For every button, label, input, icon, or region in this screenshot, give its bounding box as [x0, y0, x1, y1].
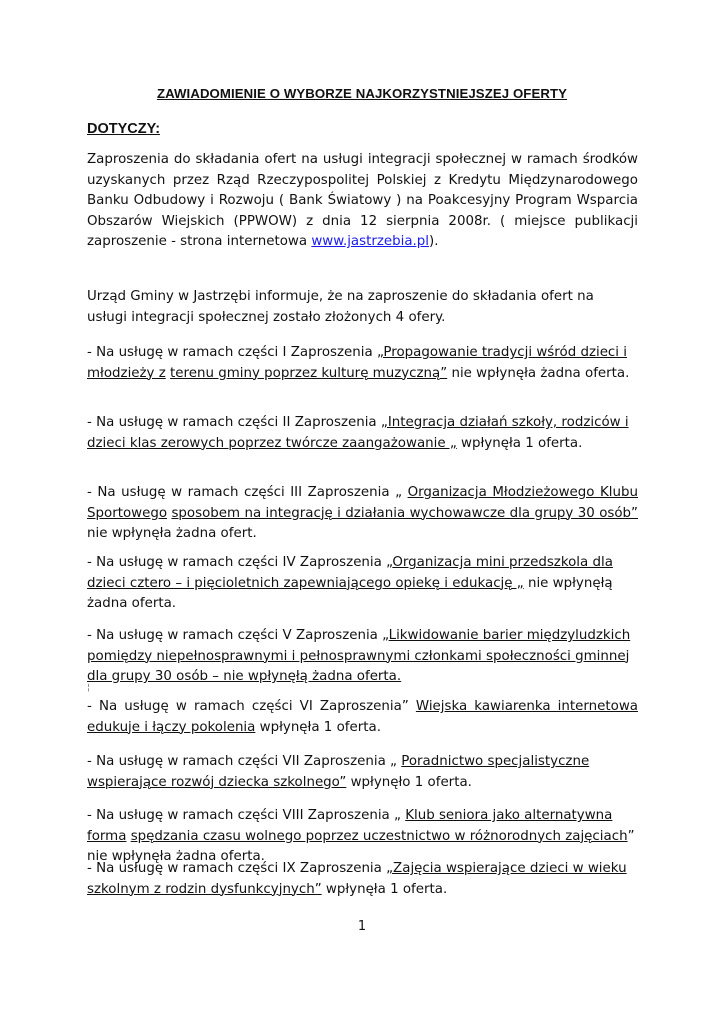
item-prefix: - Na usługę w ramach części V Zaproszenia „: [87, 628, 389, 643]
page-number: 1: [357, 919, 367, 934]
intro-text: Zaproszenia do składania ofert na usługi integracji społecznej w ramach środków uzyskanych przez Rząd Rzeczypospolitej Polskiej z Kredytu Międzynarodowego Banku Odbudowy i Rozwoju ( Bank Światowy ) na Poakcesyjny Program Wsparcia Obszarów Wiejskich (PPWOW) z dnia 12 sierpnia 2008r. ( miejsce publikacji zaproszenie - strona internetowa: [87, 152, 638, 249]
editing-marker: ¦: [87, 683, 91, 693]
list-item: [87, 752, 638, 793]
item-prefix: - Na usługę w ramach części VIII Zaproszenia „: [87, 808, 406, 823]
item-name: Organizacja Młodzieżowego Klubu Sportowego: [87, 485, 638, 521]
document-title: ZAWIADOMIENIE O WYBORZE NAJKORZYSTNIEJSZEJ OFERTY: [156, 86, 568, 101]
item-prefix: - Na usługę w ramach części I Zaproszenia: [87, 345, 377, 360]
intro-suffix: ).: [429, 234, 439, 249]
item-result: nie wpłynęłą żadna oferta.: [87, 575, 613, 611]
list-item: [87, 697, 638, 738]
item-name: sposobem na integrację i działania wychowawcze dla grupy 30 osób”: [171, 505, 638, 521]
item-prefix: - Na usługę w ramach części VII Zaproszenia „: [87, 754, 402, 769]
item-result: wpłynęła 1 oferta.: [456, 435, 583, 451]
list-item: [87, 626, 638, 688]
item-name: Likwidowanie barier międzyludzkich pomiędzy niepełnosprawnymi i pełnosprawnymi członkami społeczności gminnej dla grupy 30 osób – nie wpłynęłą żadna oferta.: [87, 628, 631, 684]
item-prefix: - Na usługę w ramach części II Zaproszenia: [87, 415, 381, 430]
intro-paragraph: [87, 150, 638, 253]
item-result: wpłynęła 1 oferta.: [255, 719, 381, 735]
item-result: nie wpłynęła żadna ofert.: [87, 526, 257, 541]
item-prefix: - Na usługę w ramach części IX Zaproszenia: [87, 861, 387, 876]
item-name: „Propagowanie tradycji wśród dzieci i młodzieży z: [87, 345, 627, 381]
item-result: wpłynęło 1 oferta.: [346, 774, 472, 790]
item-name: terenu gminy poprzez kulturę muzyczną”: [170, 365, 448, 381]
list-item: [87, 553, 638, 615]
item-prefix: - Na usługę w ramach części VI Zaproszenia”: [87, 699, 416, 714]
summary-paragraph: Urząd Gminy w Jastrzębi informuje, że na zaproszenie do składania ofert na usługi integracji społecznej zostało złożonych 4 ofery.: [87, 289, 594, 325]
subject-label: DOTYCZY:: [87, 121, 161, 137]
item-prefix: - Na usługę w ramach części III Zaproszenia „: [87, 485, 408, 500]
list-item: [87, 343, 638, 384]
item-result: wpłynęła 1 oferta.: [321, 881, 448, 897]
list-item: [87, 859, 638, 900]
list-item: [87, 483, 638, 545]
item-prefix: - Na usługę w ramach części IV Zaproszenia „: [87, 555, 393, 570]
item-name: „Integracja działań szkoły, rodziców i dzieci klas zerowych poprzez twórcze zaangażowanie „: [87, 415, 629, 451]
item-result: ” nie wpłynęła żadna oferta.: [87, 828, 635, 864]
item-name: „Zajęcia wspierające dzieci w wieku szkolnym z rodzin dysfunkcyjnych”: [87, 861, 627, 897]
item-name: spędzania czasu wolnego poprzez uczestnictwo w różnorodnych zajęciach: [130, 828, 628, 844]
item-name: Wiejska kawiarenka internetowa edukuje i łączy pokolenia: [87, 699, 638, 735]
item-name: Organizacja mini przedszkola dla dzieci cztero – i pięcioletnich zapewniającego opiekę i edukację „: [87, 555, 613, 591]
item-result: nie wpłynęła żadna oferta.: [447, 365, 630, 381]
website-link[interactable]: www.jastrzebia.pl: [311, 234, 430, 249]
list-item: [87, 413, 638, 454]
item-name: Klub seniora jako alternatywna forma: [87, 808, 613, 844]
item-name: Poradnictwo specjalistyczne wspierające rozwój dziecka szkolnego”: [87, 754, 590, 790]
